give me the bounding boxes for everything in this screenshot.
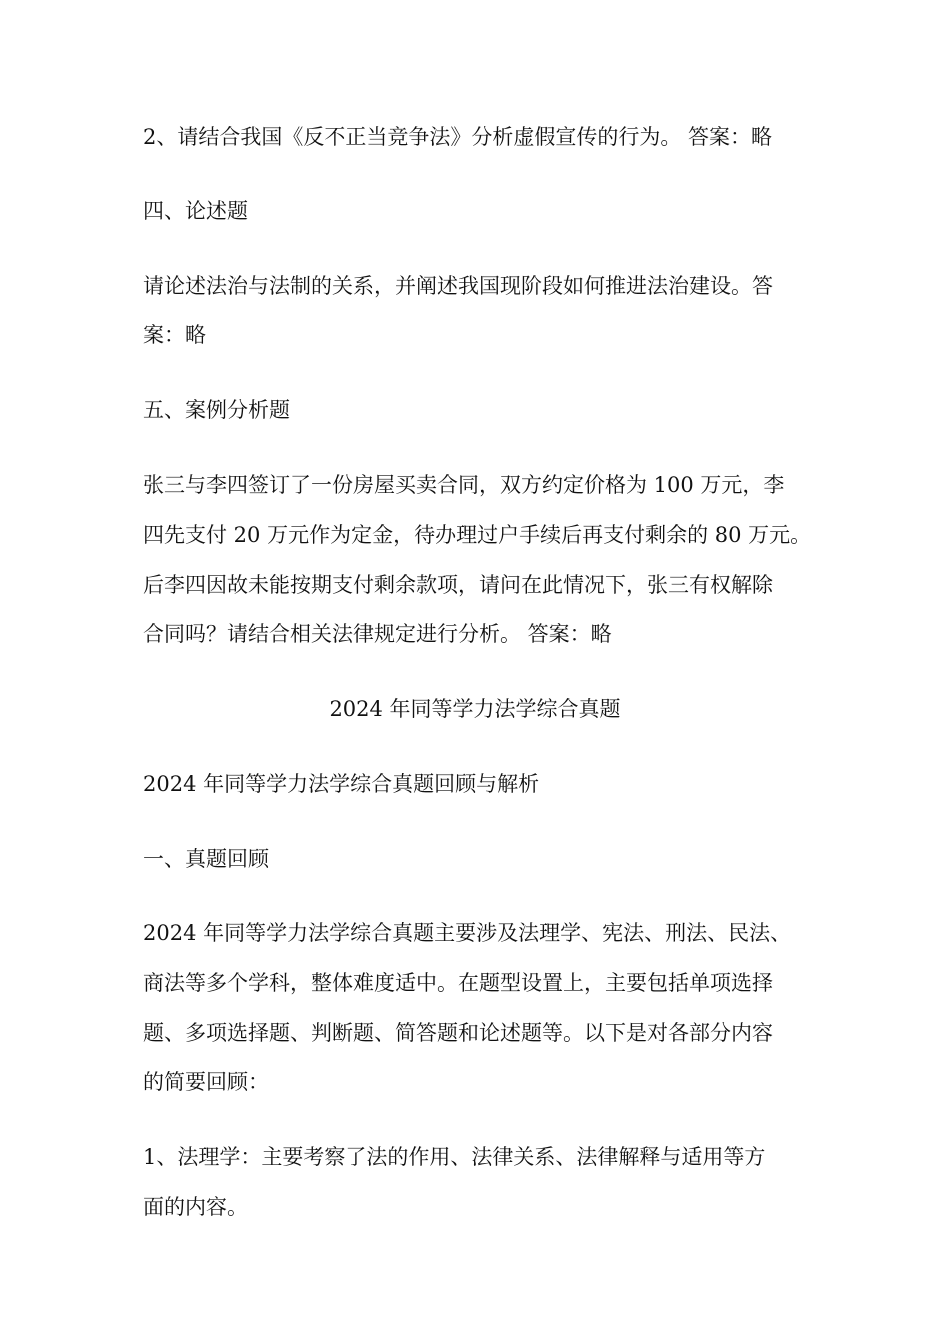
section-heading-essay: 四、论述题 bbox=[143, 199, 248, 223]
subtitle: 2024 年同等学力法学综合真题回顾与解析 bbox=[143, 772, 540, 796]
essay-question-line-2: 案：略 bbox=[143, 323, 206, 347]
case-paragraph-line-1: 张三与李四签订了一份房屋买卖合同，双方约定价格为 100 万元，李 bbox=[143, 473, 785, 497]
review-paragraph-line-2: 商法等多个学科，整体难度适中。在题型设置上，主要包括单项选择 bbox=[143, 971, 773, 995]
section-heading-review: 一、真题回顾 bbox=[143, 847, 269, 871]
document-title: 2024 年同等学力法学综合真题 bbox=[329, 697, 621, 721]
case-paragraph-line-4: 合同吗？请结合相关法律规定进行分析。 答案：略 bbox=[143, 622, 612, 646]
review-paragraph-line-4: 的简要回顾： bbox=[143, 1070, 269, 1094]
case-paragraph-line-3: 后李四因故未能按期支付剩余款项，请问在此情况下，张三有权解除 bbox=[143, 573, 773, 597]
essay-question-line-1: 请论述法治与法制的关系，并阐述我国现阶段如何推进法治建设。答 bbox=[143, 274, 773, 298]
jurisprudence-item-line-2: 面的内容。 bbox=[143, 1195, 248, 1219]
section-heading-case-analysis: 五、案例分析题 bbox=[143, 398, 290, 422]
review-paragraph-line-3: 题、多项选择题、判断题、简答题和论述题等。以下是对各部分内容 bbox=[143, 1021, 773, 1045]
review-paragraph-line-1: 2024 年同等学力法学综合真题主要涉及法理学、宪法、刑法、民法、 bbox=[143, 921, 792, 945]
question-2-text: 2、请结合我国《反不正当竞争法》分析虚假宣传的行为。 答案：略 bbox=[143, 125, 773, 149]
jurisprudence-item-line-1: 1、法理学：主要考察了法的作用、法律关系、法律解释与适用等方 bbox=[143, 1145, 766, 1169]
case-paragraph-line-2: 四先支付 20 万元作为定金，待办理过户手续后再支付剩余的 80 万元。 bbox=[143, 523, 811, 547]
